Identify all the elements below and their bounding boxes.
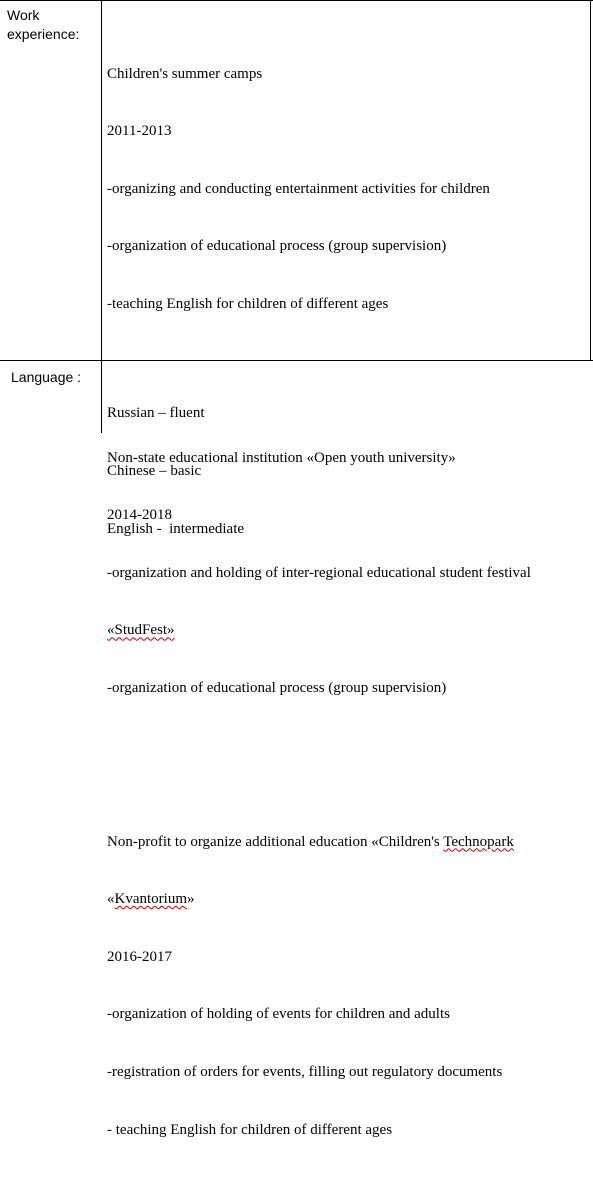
job-duty: -organization and holding of inter-regional educational student festival xyxy=(107,564,531,581)
table-border-right xyxy=(590,0,591,360)
job-org: Non-state educational institution «Open youth university» xyxy=(107,449,456,466)
table-border-top xyxy=(0,0,593,1)
job-years: 2014-2018 xyxy=(107,507,172,524)
job-org-part: Non-profit to organize additional education «Children's xyxy=(107,833,444,850)
table-border-left-divider xyxy=(101,0,102,433)
job-org xyxy=(107,833,531,852)
job-duty: -organization of educational process (group supervision) xyxy=(107,679,447,696)
job-duty-continuation xyxy=(107,621,531,640)
language-item: Chinese – basic xyxy=(107,463,202,479)
work-experience-content xyxy=(107,7,531,1178)
job-years: 2016-2017 xyxy=(107,948,172,965)
studfest-word: «StudFest» xyxy=(107,622,175,639)
job-duty: -organization of educational process (group supervision) xyxy=(107,238,447,255)
quote-close: » xyxy=(187,891,195,908)
spacer xyxy=(107,737,531,756)
job-duty: -registration of orders for events, filling out regulatory documents xyxy=(107,1063,503,1080)
kvantorium-word: Kvantorium xyxy=(114,891,187,908)
job-duty: -organizing and conducting entertainment activities for children xyxy=(107,180,490,197)
language-item: Russian – fluent xyxy=(107,405,205,422)
job-duty: - teaching English for children of different ages xyxy=(107,1121,393,1138)
job-org: Children's summer camps xyxy=(107,65,263,82)
job-duty: -teaching English for children of different ages xyxy=(107,295,389,312)
quote-open: « xyxy=(107,891,115,908)
work-label-line2: experience: xyxy=(7,26,80,42)
work-experience-label xyxy=(7,6,79,44)
technopark-word: Technopark xyxy=(443,833,514,850)
job-duty: -organization of holding of events for children and adults xyxy=(107,1006,450,1023)
job-org-continuation xyxy=(107,890,531,909)
job-years: 2011-2013 xyxy=(107,123,172,140)
language-label: Language : xyxy=(11,369,82,385)
language-content xyxy=(107,366,244,577)
work-label-line1: Work xyxy=(7,7,40,23)
language-item: English - intermediate xyxy=(107,520,245,537)
